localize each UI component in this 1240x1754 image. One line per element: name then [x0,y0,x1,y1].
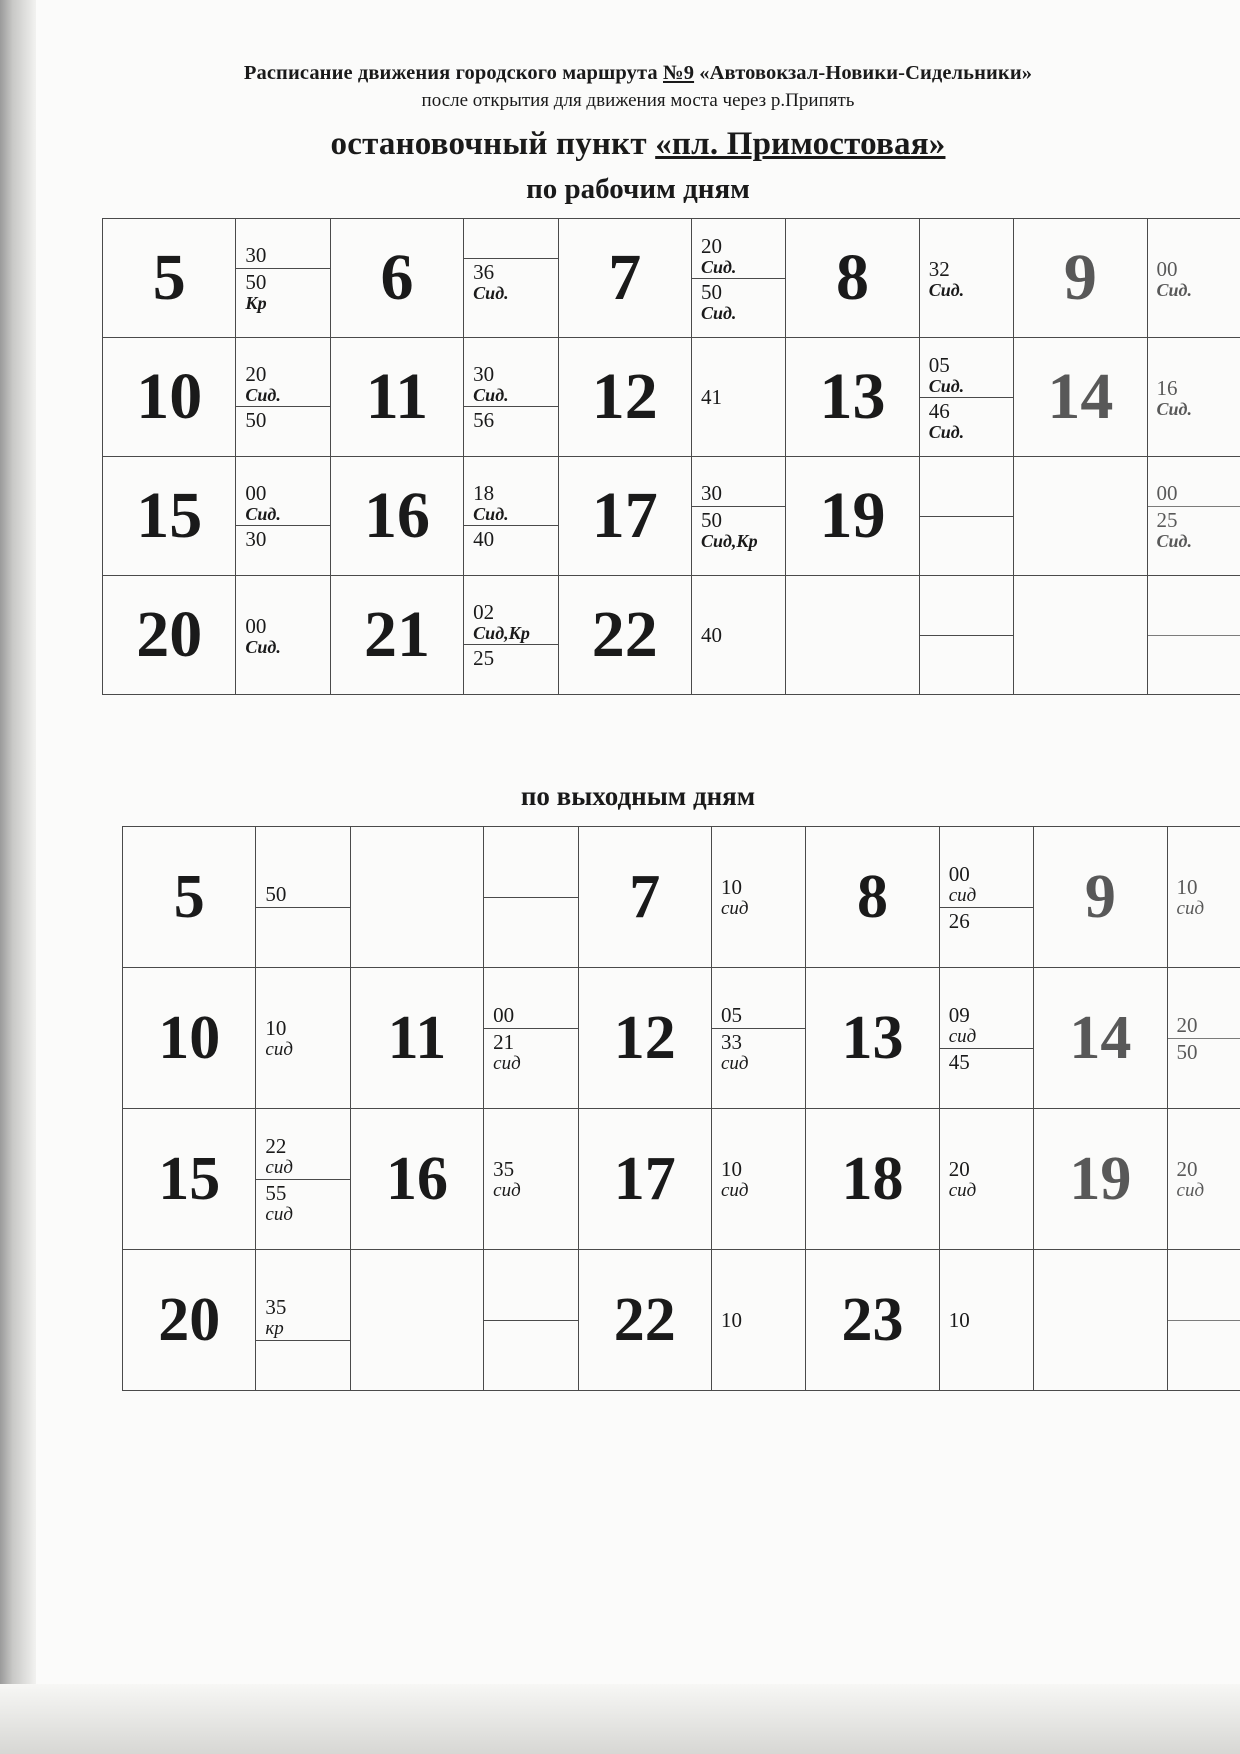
departure-entry [256,908,349,913]
departure-entry [464,645,557,671]
departure-entry [484,1029,577,1075]
minutes-cell [256,1250,350,1391]
departure-entry [692,279,785,324]
departure-minutes: 45 [948,1049,970,1074]
minutes-cell [256,968,350,1109]
departure-tag: Сид. [700,256,737,277]
departure-minutes: 50 [265,882,287,907]
departure-minutes: 25 [473,646,495,671]
departure-minutes: 16 [1156,375,1178,400]
departure-tag: Сид. [473,385,509,406]
departure-tag: Сид. [245,504,281,525]
minutes-cell [484,827,578,968]
table-row [103,457,1240,576]
departure-minutes: 26 [948,908,970,933]
departure-tag: Сид. [1156,398,1192,419]
departure-tag: Сид. [1156,531,1192,552]
departure-minutes: 25 [1156,508,1178,533]
departure-minutes: 35 [265,1295,287,1320]
departure-tag: Сид. [473,504,509,525]
schedule-table-weekends [122,826,1240,1391]
hour-cell: 17 [578,1109,711,1250]
departure-entry [236,613,329,658]
hour-cell: 20 [123,1250,256,1391]
departure-entry [256,881,349,908]
minutes-cell [236,338,330,457]
departure-minutes: 00 [1156,256,1178,281]
hour-cell: 9 [1034,827,1167,968]
departure-minutes: 10 [720,1157,742,1182]
minutes-cell [484,968,578,1109]
departure-entry [712,874,805,920]
departure-tag: сид [720,1052,749,1074]
hour-cell: 5 [123,827,256,968]
departure-entry [484,1321,577,1326]
departure-tag: сид [265,1156,293,1178]
hour-cell: 22 [578,1250,711,1391]
departure-tag: Сид. [245,636,281,657]
hour-cell: 10 [103,338,236,457]
stop-name: «пл. Примостовая» [655,126,946,163]
departure-tag: сид [493,1180,521,1202]
departure-tag: сид [1176,1180,1205,1202]
minutes-cell [484,1250,578,1391]
hour-cell: 11 [330,338,463,457]
route-title-suffix: «Автовокзал-Новики-Сидельники» [694,62,1033,84]
departure-minutes: 02 [473,600,495,625]
departure-entry [236,480,329,526]
departure-minutes: 30 [700,481,722,506]
departure-tag: Сид. [245,385,281,406]
route-title-prefix: Расписание движения городского маршрута [243,62,663,84]
hour-cell: 23 [806,1250,939,1391]
hour-cell: 6 [330,219,463,338]
departure-minutes: 20 [1176,1157,1198,1182]
route-subtitle: после открытия для движения моста через р.Припять [421,89,855,111]
departure-entry [920,517,1013,522]
departure-tag: Сид,Кр [700,531,758,552]
hour-cell: 14 [1014,338,1147,457]
hour-cell: 15 [123,1109,256,1250]
departure-minutes: 00 [493,1002,515,1027]
departure-tag: сид [948,884,977,906]
departure-entry [256,1180,349,1226]
departure-tag: сид [493,1052,521,1074]
departure-minutes: 10 [948,1308,970,1333]
departure-tag: Кр [245,293,267,314]
departure-minutes: 30 [245,527,267,552]
departure-minutes: 32 [928,256,950,281]
departure-entry [464,407,557,433]
departure-minutes: 36 [473,259,495,284]
departure-entry [692,384,785,410]
departure-minutes: 05 [928,352,950,377]
minutes-cell [1147,576,1240,695]
departure-tag: Сид. [700,302,737,323]
departure-minutes: 22 [265,1133,287,1158]
departure-tag: Сид. [1156,279,1192,300]
departure-entry [920,352,1013,398]
departure-entry [464,361,557,407]
departure-minutes: 00 [245,481,267,506]
departure-entry [712,1002,805,1029]
departure-entry [236,407,329,433]
hour-cell: 16 [330,457,463,576]
hour-cell: 7 [578,827,711,968]
hour-cell [1014,576,1147,695]
minutes-cell [464,576,558,695]
departure-minutes: 50 [245,270,267,295]
table-row [103,219,1240,338]
departure-minutes: 18 [473,481,495,506]
departure-minutes: 33 [720,1029,742,1054]
document-content [36,0,1240,1754]
departure-minutes: 20 [245,362,267,387]
departure-minutes: 00 [948,861,970,886]
departure-minutes: 50 [1176,1039,1198,1064]
minutes-cell [464,338,558,457]
hour-cell: 7 [558,219,691,338]
departure-entry [940,1002,1033,1049]
hour-cell: 21 [330,576,463,695]
minutes-cell [464,219,558,338]
hour-cell: 10 [123,968,256,1109]
departure-minutes: 00 [245,613,267,638]
hour-cell [350,827,483,968]
departure-entry [1148,375,1240,420]
departure-entry [464,526,557,552]
hour-cell [1034,1250,1167,1391]
minutes-cell [1147,338,1240,457]
departure-minutes: 10 [265,1016,287,1041]
route-title-line [36,62,1240,86]
hour-cell: 20 [103,576,236,695]
departure-entry [484,1156,577,1202]
departure-entry [692,233,785,279]
minutes-cell [939,1250,1033,1391]
departure-tag: Сид. [928,375,965,396]
departure-minutes: 35 [493,1157,515,1182]
departure-entry [920,636,1013,641]
schedule-table-workdays [102,218,1240,695]
departure-tag: сид [265,1203,293,1225]
hour-cell: 13 [806,968,939,1109]
departure-minutes: 40 [473,527,495,552]
minutes-cell [939,968,1033,1109]
route-number: №9 [663,62,695,84]
departure-entry [692,622,785,648]
minutes-cell [919,338,1013,457]
departure-entry [256,1015,349,1061]
departure-entry [940,908,1033,934]
minutes-cell [919,457,1013,576]
departure-minutes: 20 [700,233,722,258]
minutes-cell [691,457,785,576]
departure-minutes: 41 [700,385,722,410]
departure-entry [940,1307,1033,1333]
hour-cell: 15 [103,457,236,576]
table-row [103,576,1240,695]
departure-entry [236,361,329,407]
departure-tag: сид [948,1180,977,1202]
departure-minutes: 10 [720,875,742,900]
departure-tag: Сид,Кр [473,623,530,644]
departure-minutes: 10 [720,1308,742,1333]
table-row [123,1250,1240,1391]
hour-cell: 9 [1014,219,1147,338]
hour-cell: 11 [350,968,483,1109]
hour-cell [786,576,919,695]
minutes-cell [919,219,1013,338]
hour-cell: 16 [350,1109,483,1250]
departure-entry [712,1156,805,1202]
departure-entry [256,1133,349,1180]
departure-entry [464,599,557,645]
minutes-cell [1147,457,1240,576]
departure-minutes: 50 [700,279,722,304]
departure-minutes: 20 [948,1157,970,1182]
document-header [36,0,1240,206]
departure-minutes: 40 [700,623,722,648]
hour-cell: 17 [558,457,691,576]
departure-minutes: 46 [928,398,950,423]
minutes-cell [256,827,350,968]
hour-cell: 13 [786,338,919,457]
departure-entry [256,1341,349,1346]
departure-minutes: 50 [700,508,722,533]
hour-cell: 12 [558,338,691,457]
table-row [123,968,1240,1109]
hour-cell [1014,457,1147,576]
departure-entry [712,1029,805,1075]
departure-entry [1148,480,1240,507]
minutes-cell [236,219,330,338]
minutes-cell [1167,827,1240,968]
minutes-cell [939,1109,1033,1250]
hour-cell: 8 [786,219,919,338]
hour-cell: 18 [806,1109,939,1250]
hour-cell: 12 [578,968,711,1109]
departure-entry [920,398,1013,443]
departure-entry [920,256,1013,301]
departure-entry [464,480,557,526]
departure-entry [940,1156,1033,1202]
departure-entry [484,898,577,903]
departure-tag: Сид. [928,421,965,442]
departure-tag: сид [948,1025,977,1047]
minutes-cell [711,968,805,1109]
departure-minutes: 20 [1176,1012,1198,1037]
departure-entry [692,507,785,552]
departure-minutes: 10 [1176,875,1198,900]
hour-cell: 19 [786,457,919,576]
departure-tag: сид [1176,898,1205,920]
departure-tag: сид [720,898,749,920]
minutes-cell [236,457,330,576]
departure-minutes: 05 [720,1002,742,1027]
departure-entry [236,269,329,314]
departure-minutes: 56 [473,408,495,433]
departure-tag: сид [720,1180,749,1202]
minutes-cell [691,219,785,338]
stop-title-prefix: остановочный пункт [330,126,656,163]
minutes-cell [691,338,785,457]
hour-cell: 19 [1034,1109,1167,1250]
minutes-cell [236,576,330,695]
minutes-cell [691,576,785,695]
departure-entry [1148,636,1240,641]
minutes-cell [711,827,805,968]
minutes-cell [711,1250,805,1391]
departure-entry [712,1307,805,1333]
departure-minutes: 21 [493,1029,515,1054]
departure-entry [1148,256,1240,301]
hour-cell: 22 [558,576,691,695]
departure-entry [1148,507,1240,552]
minutes-cell [1167,1250,1240,1391]
departure-entry [236,242,329,269]
minutes-cell [939,827,1033,968]
departure-entry [484,1002,577,1029]
scan-edge-left [0,0,36,1754]
minutes-cell [711,1109,805,1250]
weekends-title: по выходным дням [520,781,756,812]
minutes-cell [484,1109,578,1250]
minutes-cell [919,576,1013,695]
departure-minutes: 30 [245,243,267,268]
minutes-cell [256,1109,350,1250]
table-row [123,827,1240,968]
departure-entry [256,1294,349,1341]
departure-tag: Сид. [928,279,965,300]
departure-tag: кр [265,1318,284,1340]
departure-entry [1168,1012,1240,1039]
departure-minutes: 50 [245,408,267,433]
departure-minutes: 30 [473,362,495,387]
departure-tag: Сид. [473,282,509,303]
departure-entry [692,480,785,507]
stop-title [36,126,1240,163]
minutes-cell [1167,968,1240,1109]
departure-entry [1168,1321,1240,1326]
minutes-cell [1167,1109,1240,1250]
departure-entry [1168,874,1240,920]
departure-entry [940,1049,1033,1075]
departure-entry [940,861,1033,908]
minutes-cell [1147,219,1240,338]
hour-cell [350,1250,483,1391]
departure-minutes: 00 [1156,481,1178,506]
departure-entry [1168,1039,1240,1065]
departure-tag: сид [265,1039,293,1061]
hour-cell: 8 [806,827,939,968]
workdays-title: по рабочим дням [526,173,750,206]
departure-minutes: 55 [265,1180,287,1205]
departure-entry [464,259,557,304]
departure-entry [236,526,329,552]
table-row [103,338,1240,457]
hour-cell: 5 [103,219,236,338]
departure-minutes: 09 [948,1002,970,1027]
departure-entry [1168,1156,1240,1202]
minutes-cell [464,457,558,576]
table-row [123,1109,1240,1250]
hour-cell: 14 [1034,968,1167,1109]
